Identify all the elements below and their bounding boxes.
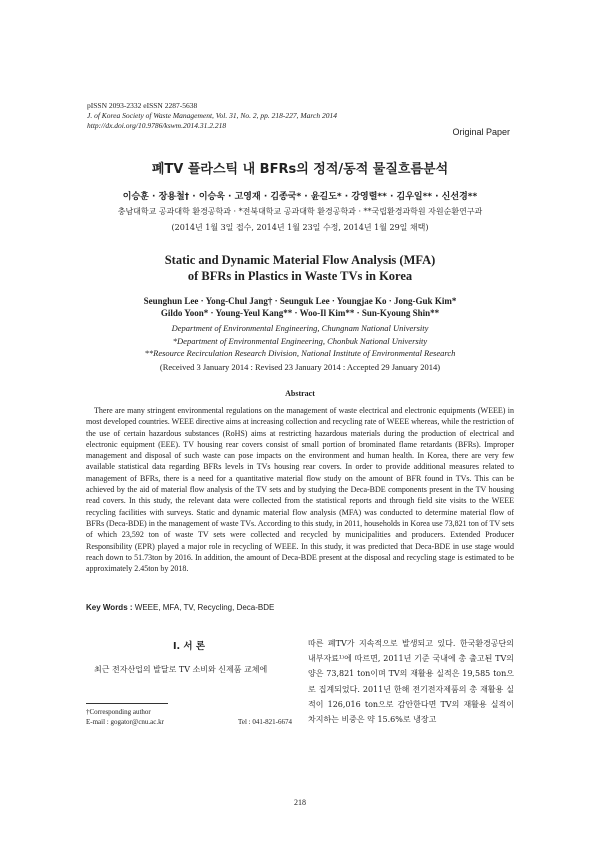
footnote — [86, 707, 292, 727]
korean-authors: 이승훈 · 장용철† · 이승욱 · 고영재 · 김종국* · 윤길도* · 강영렬** · 김우일** · 신선경** — [122, 192, 478, 202]
affiliation-1: Department of Environmental Engineering, Chungnam National University — [171, 323, 429, 333]
author-phone: Tel : 041-821-6674 — [238, 718, 292, 726]
keywords-line — [86, 603, 274, 612]
affiliation-2: *Department of Environmental Engineering, Chonbuk National University — [172, 335, 428, 346]
doi-link[interactable]: http://dx.doi.org/10.9786/kswm.2014.31.2.218 — [87, 121, 227, 130]
abstract-heading: Abstract — [285, 389, 315, 398]
journal-citation: J. of Korea Society of Waste Management, Vol. 31, No. 2, pp. 218-227, March 2014 — [87, 111, 337, 120]
affiliation-3: **Resource Recirculation Research Division, National Institute of Environmental Research — [144, 348, 456, 358]
english-authors-line-2: Gildo Yoon* · Young-Yeul Kang** · Woo-Il Kim** · Sun-Kyoung Shin** — [160, 308, 440, 318]
english-title-line-1: Static and Dynamic Material Flow Analysis (MFA) — [164, 253, 436, 267]
right-column-text: 따른 폐TV가 지속적으로 발생되고 있다. 한국환경공단의 내부자료¹⁾에 따르면, 2011년 기준 국내에 총 출고된 TV의 양은 73,821 ton이며 TV의 재활용 실적은 19,585 ton으로 집계되었다. 2011년 한해 전기전자제품의 총 재활용 실적이 126,016 ton으로 감안한다면 TV의 재활용 실적이 차지하는 비중은 약 15.6%로 냉장고 — [308, 639, 514, 725]
issn-line: pISSN 2093-2332 eISSN 2287-5638 — [87, 101, 198, 110]
footnote-divider — [86, 703, 168, 704]
keywords-label: Key Words : — [86, 603, 133, 612]
english-authors-line-1: Seunghun Lee · Yong-Chul Jang† · Seunguk Lee · Youngjae Ko · Jong-Guk Kim* — [143, 296, 457, 306]
english-title-line-2: of BFRs in Plastics in Waste TVs in Korea — [187, 269, 413, 283]
right-column — [308, 636, 514, 727]
left-column-text: 최근 전자산업의 발달로 TV 소비와 신제품 교체에 — [94, 665, 268, 674]
korean-title: 폐TV 플라스틱 내 BFRs의 정적/동적 물질흐름분석 — [151, 162, 449, 177]
corresponding-author-note: †Corresponding author — [86, 708, 151, 716]
english-authors — [0, 295, 600, 319]
korean-dates: (2014년 1월 3일 접수, 2014년 1월 23일 수정, 2014년 1월 29일 채택) — [171, 223, 429, 232]
paper-type-label: Original Paper — [452, 127, 510, 137]
english-affiliations — [0, 322, 600, 360]
english-title — [0, 252, 600, 284]
page-number: 218 — [294, 798, 306, 807]
author-email: E-mail : gogator@cnu.ac.kr — [86, 718, 164, 726]
abstract-body — [86, 405, 514, 574]
keywords-list: WEEE, MFA, TV, Recycling, Deca-BDE — [134, 603, 275, 612]
section-heading: I. 서 론 — [172, 641, 206, 652]
english-dates: (Received 3 January 2014 : Revised 23 January 2014 : Accepted 29 January 2014) — [159, 362, 441, 372]
abstract-text: There are many stringent environmental regulations on the management of waste electrical and electronic equipments (WEEE) in most developed countries. WEEE directive aims at increasing collection and recycling rate of WEEE whereas, while the restriction of the use of certain hazardous substances (RoHS) aims at restricting hazardous materials during the production of electrical and electronic equipment (EEE). TV housing rear covers consist of small portion of brominated flame retardants (BFRs). Improper management and disposal of such waste can pose impacts on the environment and human health. In Korea, there are very few available statistical data regarding BFRs levels in TVs housing rear covers. In order to provide additional measures related to management of BFRs, there is a need for a quantitative material flow study on the amount of BFR found in TVs. This can be achieved by the aid of material flow analysis of the TV sets and by studying the Deca-BDE components present in the TV housing read covers. In this study, the relevant data were collected from the statistical reports and through field site visits to the WEEE recycling facilities with surveys. Static and dynamic material flow analysis (MFA) was conducted to determine material flow of BFRs (Deca-BDE) in the management of waste TVs. According to this study, in 2011, households in Korea use 73,821 ton of TV sets of which 23,592 ton of waste TV sets were collected and recycled by municipalities and producers. Extended Producer Responsibility (EPR) played a major role in recycling of WEEE. In this study, it was predicted that Deca-BDE in use stage would reach down to 51.73ton by 2016. In addition, the amount of Deca-BDE present at the disposal and recycling stage is estimated to be approximately 2.45ton by 2018. — [86, 406, 514, 574]
korean-affiliations: 충남대학교 공과대학 환경공학과 · *전북대학교 공과대학 환경공학과 · **국립환경과학원 자원순환연구과 — [117, 207, 483, 216]
